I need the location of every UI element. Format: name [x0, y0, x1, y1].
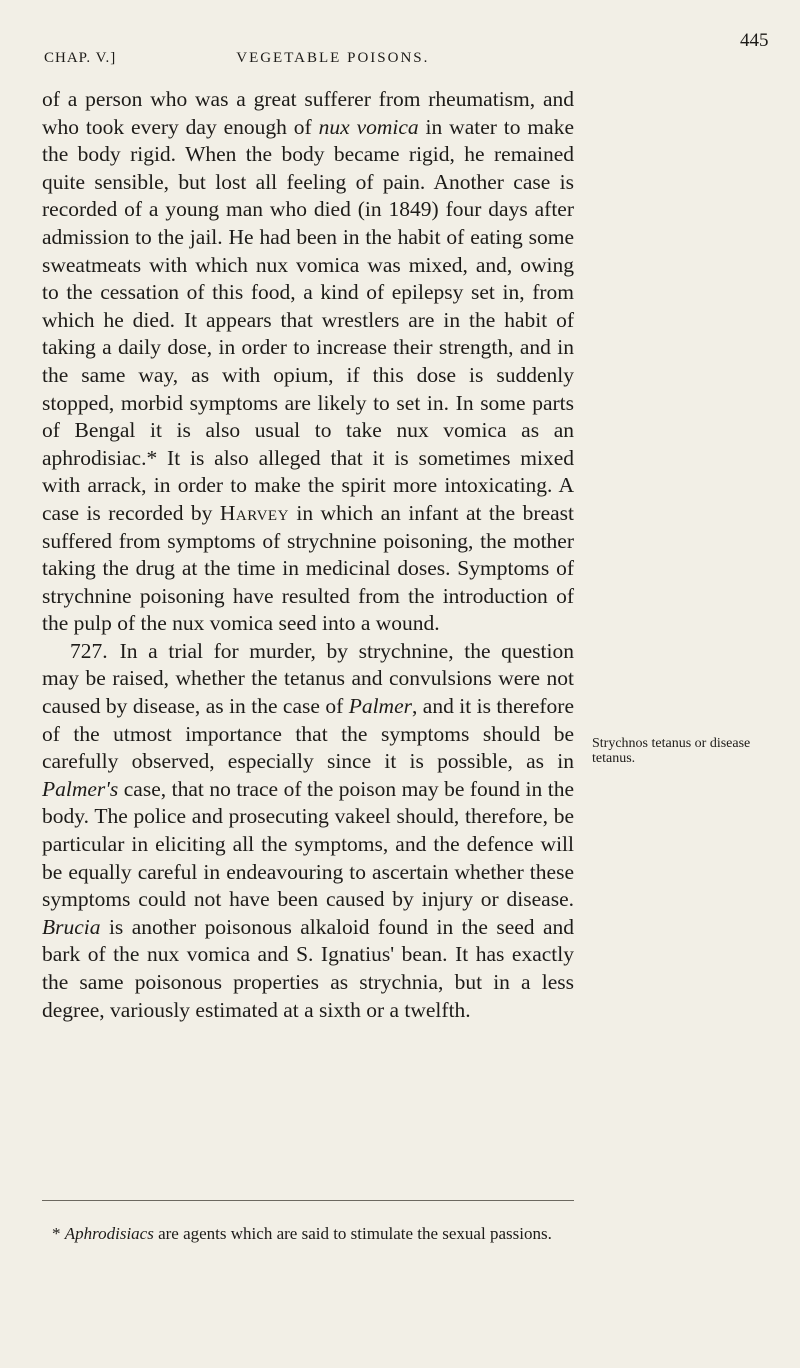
- text-segment: , and it is therefore of the utmost importance that the symptoms should be carefully observed, especially since it is possible, as in: [42, 694, 574, 774]
- running-title: VEGETABLE POISONS.: [236, 50, 430, 66]
- footnote-divider: [42, 1200, 574, 1201]
- footnote-text: are agents which are said to stimulate the sexual passions.: [153, 1224, 552, 1243]
- italic-term: Brucia: [42, 914, 101, 939]
- paragraph-number: 727.: [70, 638, 108, 663]
- text-segment: in which an infant at the breast suffered from symptoms of strychnine poisoning, the mother taking the drug at the time in medicinal doses. Symptoms of strychnine poisoning have resulted from the introduction of the pulp of the nux vomica seed into a wound.: [42, 500, 574, 636]
- text-segment: case, that no trace of the poison may be found in the body. The police and prosecuting vakeel should, therefore, be particular in eliciting all the symptoms, and the defence will be equally careful in endeavouring to ascertain whether these symptoms could not have been caused by injury or disease.: [42, 776, 574, 912]
- footnote: [52, 1224, 692, 1244]
- running-header: [44, 50, 564, 67]
- footnote-term: Aphrodisiacs: [64, 1224, 154, 1243]
- paragraph-727: [42, 638, 574, 1024]
- chapter-label: CHAP. V.]: [44, 50, 117, 66]
- italic-term: Palmer's: [42, 776, 119, 801]
- text-segment: in water to make the body rigid. When the body became rigid, he remained quite sensible, but lost all feeling of pain. Another case is recorded of a young man who died (in 1849) four days after admission to the jail. He had been in the habit of eating some sweatmeats with which nux vomica was mixed, and, owing to the cessation of this food, a kind of epilepsy set in, from which he died. It appears that wrestlers are in the habit of taking a daily dose, in order to increase their strength, and in the same way, as with opium, if this dose is suddenly stopped, morbid symptoms are likely to set in. In some parts of Bengal it is also usual to take nux vomica as an aphrodisiac.* It is also alleged that it is sometimes mixed with arrack, in order to make the spirit more intoxicating. A case is recorded by: [42, 114, 574, 525]
- text-segment: In a trial for murder, by strychnine, the question may be raised, whether the tetanus and convulsions were not caused by disease, as in the case of: [42, 638, 574, 719]
- italic-term: Palmer: [348, 694, 412, 719]
- paragraph-continuation: [42, 86, 574, 638]
- page-number: 445: [740, 30, 769, 51]
- text-segment: of a person who was a great sufferer from rheumatism, and who took every day enough of: [42, 87, 574, 139]
- body-text: [42, 86, 574, 1024]
- author-name: Harvey: [219, 500, 289, 525]
- text-segment: is another poisonous alkaloid found in the seed and bark of the nux vomica and S. Ignatius' bean. It has exactly the same poisonous properties as strychnia, but in a less degree, variously estimated at a sixth or a twelfth.: [42, 914, 574, 1022]
- margin-note: Strychnos tetanus or disease tetanus.: [592, 736, 751, 766]
- footnote-marker: *: [52, 1224, 61, 1243]
- italic-term: nux vomica: [318, 114, 419, 139]
